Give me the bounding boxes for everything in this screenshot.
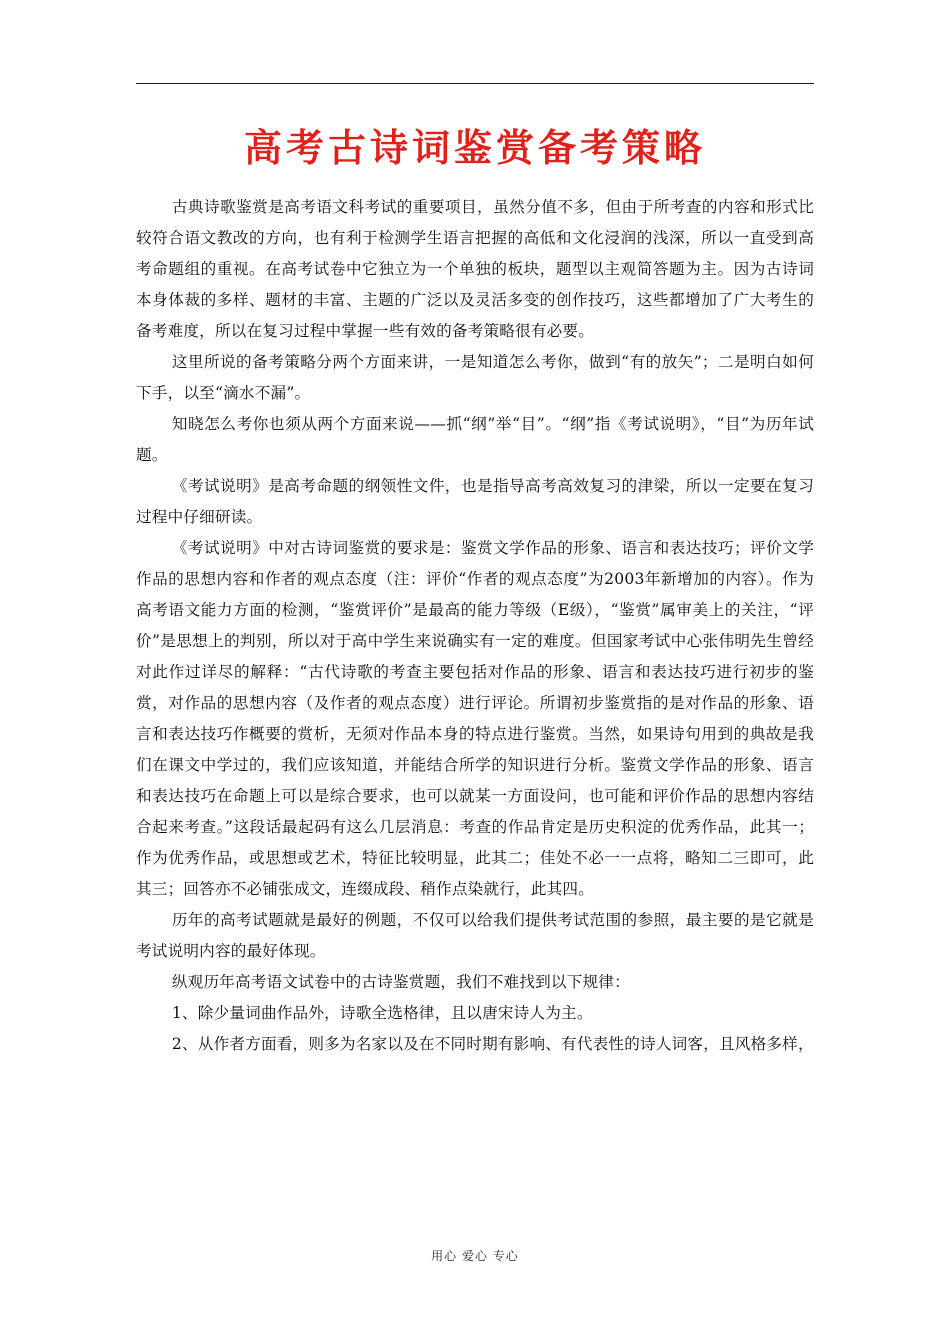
paragraph: 纵观历年高考语文试卷中的古诗鉴赏题，我们不难找到以下规律：: [171, 973, 630, 991]
paragraph: 《考试说明》是高考命题的纲领性文件，也是指导高考高效复习的津梁，所以一定要在复习过程中仔细研读。: [136, 477, 814, 526]
document-title: 高考古诗词鉴赏备考策略: [243, 125, 706, 170]
header-rule: [136, 83, 814, 84]
paragraph: 古典诗歌鉴赏是高考语文科考试的重要项目，虽然分值不多，但由于所考查的内容和形式比较符合语文教改的方向，也有利于检测学生语言把握的高低和文化浸润的浅深，所以一直受到高考命题组的重视。在高考试卷中它独立为一个单独的板块，题型以主观简答题为主。因为古诗词本身体裁的多样、题材的丰富、主题的广泛以及灵活多变的创作技巧，这些都增加了广大考生的备考难度，所以在复习过程中掌握一些有效的备考策略很有必要。: [136, 198, 814, 340]
paragraph: 这里所说的备考策略分两个方面来讲，一是知道怎么考你，做到“有的放矢”；二是明白如何下手，以至“滴水不漏”。: [136, 353, 814, 402]
list-item: 2、从作者方面看，则多为名家以及在不同时期有影响、有代表性的诗人词客，且风格多样，: [171, 1035, 814, 1053]
paragraph: 历年的高考试题就是最好的例题，不仅可以给我们提供考试范围的参照，最主要的是它就是考试说明内容的最好体现。: [136, 911, 814, 960]
document-body: [136, 192, 814, 1060]
paragraph: 知晓怎么考你也须从两个方面来说——抓“纲”举“目”。“纲”指《考试说明》，“目”为历年试题。: [136, 415, 814, 464]
list-item: 1、除少量词曲作品外，诗歌全选格律，且以唐宋诗人为主。: [171, 1004, 593, 1022]
paragraph: 《考试说明》中对古诗词鉴赏的要求是：鉴赏文学作品的形象、语言和表达技巧；评价文学作品的思想内容和作者的观点态度（注：评价“作者的观点态度”为2003年新增加的内容）。作为高考语文能力方面的检测，“鉴赏评价”是最高的能力等级（E级），“鉴赏”属审美上的关注，“评价”是思想上的判别，所以对于高中学生来说确实有一定的难度。但国家考试中心张伟明先生曾经对此作过详尽的解释：“古代诗歌的考查主要包括对作品的形象、语言和表达技巧进行初步的鉴赏，对作品的思想内容（及作者的观点态度）进行评论。所谓初步鉴赏指的是对作品的形象、语言和表达技巧作概要的赏析，无须对作品本身的特点进行鉴赏。当然，如果诗句用到的典故是我们在课文中学过的，我们应该知道，并能结合所学的知识进行分析。鉴赏文学作品的形象、语言和表达技巧在命题上可以是综合要求，也可以就某一方面设问，也可能和评价作品的思想内容结合起来考查。”这段话最起码有这么几层消息：考查的作品肯定是历史积淀的优秀作品，此其一；作为优秀作品，或思想或艺术，特征比较明显，此其二；佳处不必一一点将，略知二三即可，此其三；回答亦不必铺张成文，连缀成段、稍作点染就行，此其四。: [136, 539, 814, 898]
page-footer: 用心 爱心 专心: [431, 1249, 519, 1263]
